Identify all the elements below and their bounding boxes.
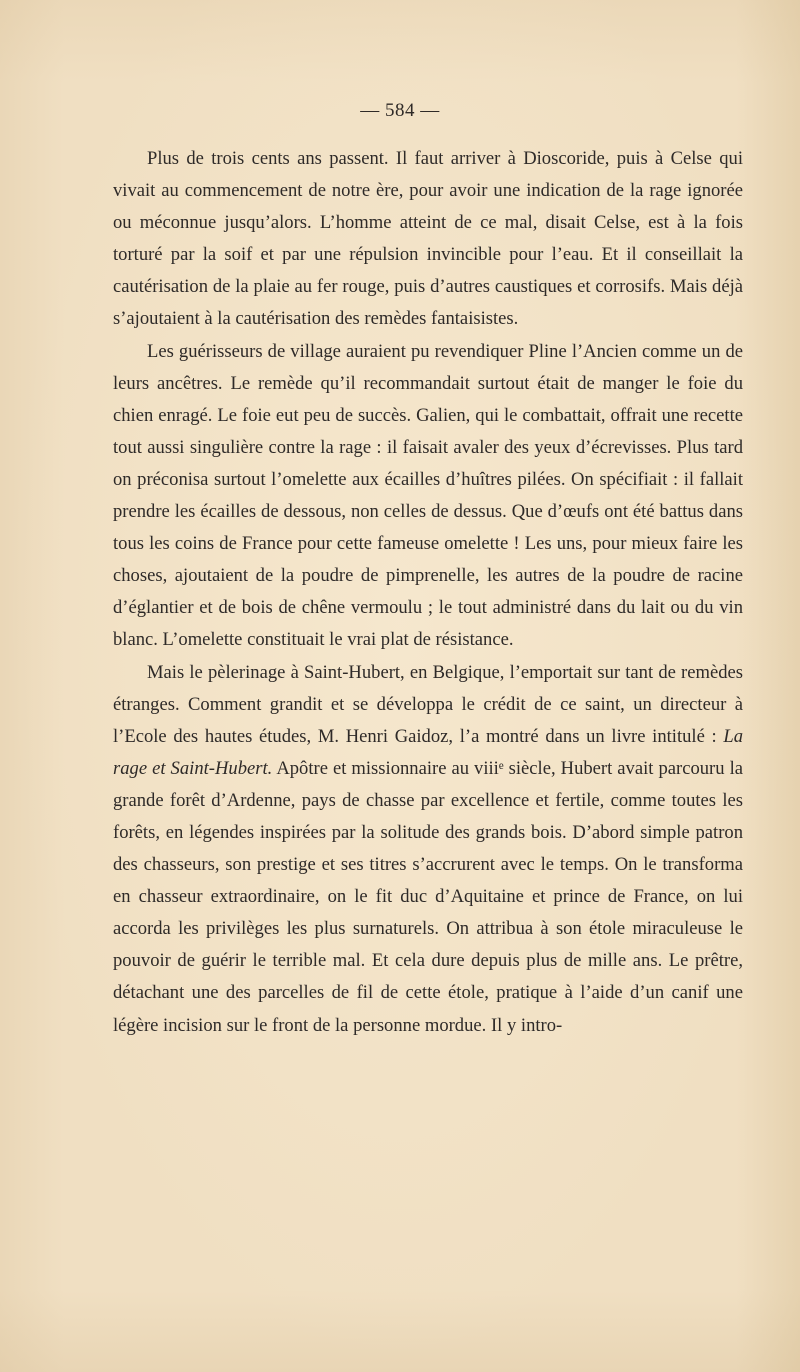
page-number: — 584 — (360, 100, 440, 121)
paragraph-remedes-omelette: Les guérisseurs de village auraient pu revendiquer Pline l’Ancien comme un de leurs ancêtres. Le remède qu’il recommandait surtout était de manger le foie du chien enragé. Le foie eut peu de succès. Galien, qui le combattait, offrait une recette tout aussi singulière contre la rage : il faisait avaler des yeux d’écrevisses. Plus tard on préconisa surtout l’omelette aux écailles d’huîtres pilées. On spécifiait : il fallait prendre les écailles de dessous, non celles de dessus. Que d’œufs ont été battus dans tous les coins de France pour cette fameuse omelette ! Les uns, pour mieux faire les choses, ajoutaient de la poudre de pimprenelle, les autres de la poudre de racine d’églantier et de bois de chêne vermoulu ; le tout administré dans du lait ou du vin blanc. L’omelette constituait le vrai plat de résistance. (113, 340, 743, 651)
paragraph-text-before-title: Mais le pèlerinage à Saint-Hubert, en Belgique, l’emportait sur tant de remèdes étranges. Comment grandit et se développa le crédit de ce saint, un directeur à l’Ecole des hautes études, M. Henri Gaidoz, l’a montré dans un livre intitulé : (113, 661, 743, 747)
paragraph-dioscoride-celse: Plus de trois cents ans passent. Il faut arriver à Dioscoride, puis à Celse qui vivait au commencement de notre ère, pour avoir une indication de la rage ignorée ou méconnue jusqu’alors. L’homme atteint de ce mal, disait Celse, est à la fois torturé par la soif et par une répulsion invincible pour l’eau. Et il conseillait la cautérisation de la plaie au fer rouge, puis d’autres caustiques et corrosifs. Mais déjà s’ajoutaient à la cautérisation des remèdes fantaisistes. (113, 148, 743, 330)
body-text (113, 143, 743, 1042)
book-title: La rage et Saint-Hubert. (113, 725, 743, 779)
paragraph-text-after-title: Apôtre et missionnaire au viiiᵉ siècle, Hubert avait parcouru la grande forêt d’Ardenne, pays de chasse par excellence et fertile, comme toutes les forêts, en légendes inspirées par la solitude des grands bois. D’abord simple patron des chasseurs, son prestige et ses titres s’accrurent avec le temps. On le transforma en chasseur extraordinaire, on le fit duc d’Aquitaine et prince de France, on lui accorda les privilèges les plus surnaturels. On attribua à son étole miraculeuse le pouvoir de guérir le terrible mal. Et cela dure depuis plus de mille ans. Le prêtre, détachant une des parcelles de fil de cette étole, pratique à l’aide d’un canif une légère incision sur le front de la personne mordue. Il y intro- (113, 757, 743, 1036)
paragraph-saint-hubert (113, 657, 743, 1042)
